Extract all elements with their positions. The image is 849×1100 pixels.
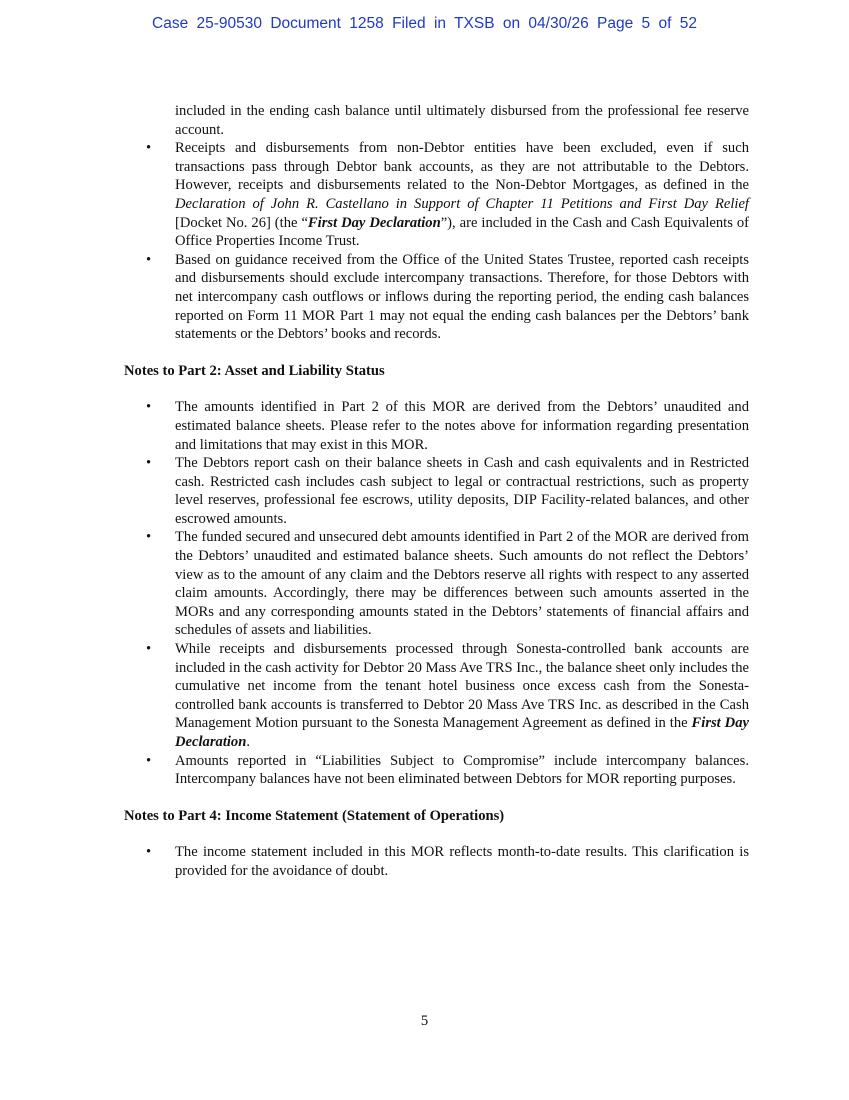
part2-bullet-4 bbox=[124, 640, 749, 752]
intro-paragraph: included in the ending cash balance until ultimately disbursed from the professional fee reserve account. bbox=[175, 103, 749, 138]
part2-bullet-5: • Amounts reported in “Liabilities Subject to Compromise” include intercompany balances. Intercompany balances have not been eliminated between Debtors for MOR reporting purposes. bbox=[124, 752, 749, 789]
first-day-declaration-term: First Day Declaration bbox=[175, 715, 749, 750]
part2-bullet-1: • The amounts identified in Part 2 of this MOR are derived from the Debtors’ unaudited and estimated balance sheets. Please refer to the notes above for information regarding presentation and limitations that may exist in this MOR. bbox=[124, 398, 749, 454]
part1-bullet-intercompany: • Based on guidance received from the Office of the United States Trustee, reported cash receipts and disbursements should exclude intercompany transactions. Therefore, for those Debtors with net intercompany cash outflows or inflows during the reporting period, the ending cash balances reported on Form 11 MOR Part 1 may not equal the ending cash balances per the Debtors’ bank statements or the Debtors’ books and records. bbox=[124, 251, 749, 344]
part2-bullet-list bbox=[124, 398, 749, 788]
part2-bullet-3: • The funded secured and unsecured debt amounts identified in Part 2 of the MOR are derived from the Debtors’ unaudited and estimated balance sheets. Such amounts do not reflect the Debtors’ view as to the amount of any claim and the Debtors reserve all rights with respect to any asserted claim amounts. Accordingly, there may be differences between such amounts asserted in the MORs and any corresponding amounts stated in the Debtors’ statements of financial affairs and schedules of assets and liabilities. bbox=[124, 528, 749, 640]
bullet-text: Receipts and disbursements from non-Debtor entities have been excluded, even if such transactions pass through Debtor bank accounts, as they are not attributable to the Debtors. However, receipts and disbursements related to the Non-Debtor Mortgages, as defined in the bbox=[175, 140, 749, 194]
part1-bullet-list bbox=[124, 139, 749, 344]
part4-heading: Notes to Part 4: Income Statement (Statement of Operations) bbox=[124, 807, 505, 824]
bullet-text: [Docket No. 26] (the “ bbox=[175, 214, 308, 231]
part4-bullet-1: • The income statement included in this MOR reflects month-to-date results. This clarification is provided for the avoidance of doubt. bbox=[124, 843, 749, 880]
bullet-text: While receipts and disbursements processed through Sonesta-controlled bank accounts are included in the cash activity for Debtor 20 Mass Ave TRS Inc., the balance sheet only includes the cumulative net income from the tenant hotel business once excess cash from the Sonesta-controlled bank accounts is transferred to Debtor 20 Mass Ave TRS Inc. as described in the Cash Management Motion pursuant to the Sonesta Management Agreement as defined in the bbox=[175, 641, 749, 732]
part4-bullet-list bbox=[124, 843, 749, 880]
part2-bullet-2: • The Debtors report cash on their balance sheets in Cash and cash equivalents and in Restricted cash. Restricted cash includes cash subject to legal or contractual restrictions, such as property level reserves, professional fee escrows, utility deposits, DIP Facility-related balances, and other escrowed amounts. bbox=[124, 454, 749, 528]
declaration-title: Declaration of John R. Castellano in Support of Chapter 11 Petitions and First Day Relief bbox=[175, 195, 749, 212]
bullet-text: ”), are included in the Cash and Cash Equivalents of Office Properties Income Trust. bbox=[175, 214, 749, 250]
bullet-text: . bbox=[246, 734, 251, 750]
court-filing-header: Case 25-90530 Document 1258 Filed in TXSB on 04/30/26 Page 5 of 52 bbox=[152, 15, 697, 32]
document-body bbox=[124, 102, 749, 881]
part2-heading: Notes to Part 2: Asset and Liability Status bbox=[124, 362, 385, 379]
first-day-declaration-term: First Day Declaration bbox=[307, 214, 441, 231]
part1-bullet-non-debtor bbox=[124, 139, 749, 251]
page-number: 5 bbox=[420, 1013, 429, 1029]
